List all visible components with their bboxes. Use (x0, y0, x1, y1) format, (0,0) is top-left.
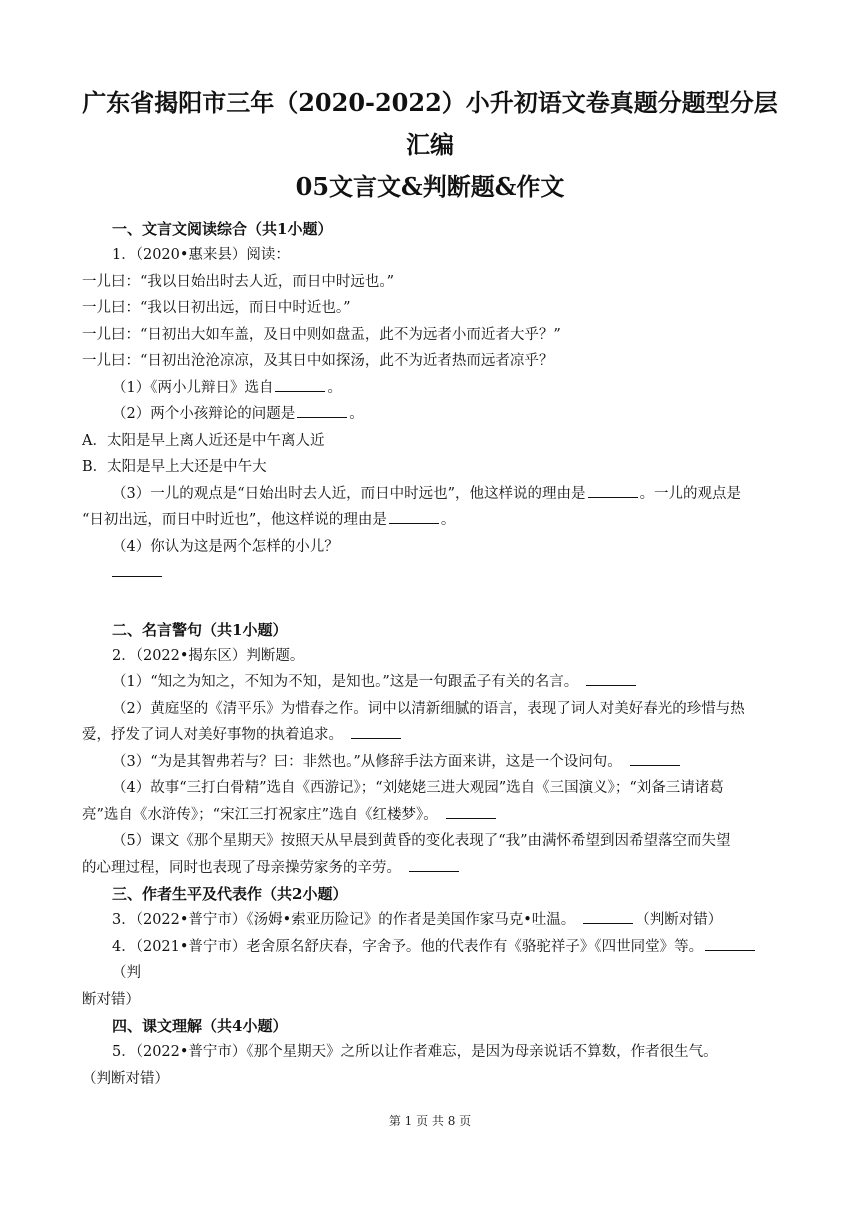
sub-question-2 (82, 401, 778, 428)
question-2-intro: 2．（2022•揭东区）判断题。 (112, 647, 305, 664)
answer-blank[interactable] (588, 482, 638, 498)
judgment-2-line1: （2）黄庭坚的《清平乐》为惜春之作。词中以清新细腻的语言，表现了词人对美好春光的珍惜与热 (112, 700, 745, 717)
passage-line-3: 一儿曰：“日初出大如车盖，及日中则如盘盂，此不为远者小而近者大乎？” (82, 326, 561, 343)
judgment-5-line2 (82, 855, 778, 882)
judgment-4-line1: （4）故事“三打白骨精”选自《西游记》；“刘姥姥三进大观园”选自《三国演义》；“刘备三请诸葛 (112, 780, 724, 796)
answer-blank[interactable] (112, 561, 162, 577)
section-heading-1: 一、文言文阅读综合（共1小题） (112, 220, 333, 238)
section-heading-3: 三、作者生平及代表作（共2小题） (112, 885, 348, 903)
answer-blank[interactable] (705, 935, 755, 951)
question-1-intro: 1．（2020•惠来县）阅读： (112, 247, 290, 263)
sub-question-3-text-2: “日初出远，而日中时近也”，他这样说的理由是 (82, 512, 387, 528)
spacer (82, 587, 778, 617)
question-5-line1: 5．（2022•普宁市）《那个星期天》之所以让作者难忘，是因为母亲说话不算数，作者很生气。 (112, 1044, 718, 1060)
judgment-3-text: （3）“为是其智弗若与？曰：非然也。”从修辞手法方面来讲，这是一个设问句。 (112, 753, 622, 770)
doc-title-line2: 05文言文&判断题&作文 (295, 172, 565, 201)
sub-question-2-text: （2）两个小孩辩论的问题是 (112, 406, 296, 422)
answer-blank[interactable] (630, 750, 680, 766)
section-heading-2: 二、名言警句（共1小题） (112, 620, 288, 639)
question-4-line1 (82, 934, 778, 987)
answer-blank[interactable] (409, 856, 459, 872)
sub-question-3-text: （3）一儿的观点是“日始出时去人近，而日中时远也”，他这样说的理由是 (112, 485, 586, 502)
answer-blank[interactable] (586, 670, 636, 686)
answer-blank[interactable] (446, 803, 496, 819)
answer-blank[interactable] (297, 402, 347, 418)
option-b: B．太阳是早上大还是中午大 (82, 459, 267, 475)
question-3-tail: （判断对错） (635, 912, 723, 928)
passage-line-2: 一儿曰：“我以日初出远，而日中时近也。” (82, 300, 351, 316)
page-footer: 第 1 页 共 8 页 (388, 1114, 472, 1128)
section-heading-4: 四、课文理解（共4小题） (112, 1017, 288, 1035)
answer-line (82, 560, 778, 587)
question-4-line2: 断对错） (82, 991, 140, 1008)
judgment-2-line2 (82, 722, 778, 749)
judgment-1-text: （1）“知之为知之，不知为不知，是知也。”这是一句跟孟子有关的名言。 (112, 674, 579, 690)
question-4-tail: （判 (112, 965, 141, 981)
judgment-1 (82, 669, 778, 696)
judgment-5-line1: （5）课文《那个星期天》按照天从早晨到黄昏的变化表现了“我”由满怀希望到因希望落空而失望 (112, 833, 731, 849)
sub-question-1-text: （1）《两小儿辩日》选自 (112, 379, 274, 396)
punct: 。 (349, 406, 364, 422)
punct: 。 (440, 512, 456, 528)
passage-line-4: 一儿曰：“日初出沧沧凉凉，及其日中如探汤，此不为近者热而远者凉乎？ (82, 353, 554, 369)
question-3 (82, 907, 778, 934)
judgment-4-text: 亮”选自《水浒传》；“宋江三打祝家庄”选自《红楼梦》。 (82, 806, 438, 823)
judgment-5-text: 的心理过程，同时也表现了母亲操劳家务的辛劳。 (82, 859, 401, 876)
sub-question-3-text-cont: 。一儿的观点是 (639, 485, 742, 502)
question-5-line2: （判断对错） (82, 1070, 169, 1087)
option-a: A．太阳是早上离人近还是中午离人近 (82, 432, 325, 449)
sub-question-3-line2 (82, 507, 778, 534)
judgment-2-text: 爱，抒发了词人对美好事物的执着追求。 (82, 727, 343, 743)
answer-blank[interactable] (389, 508, 439, 524)
punct: 。 (327, 379, 342, 396)
passage-line-1: 一儿曰：“我以日始出时去人近，而日中时远也。” (82, 273, 395, 290)
judgment-4-line2 (82, 802, 778, 829)
answer-blank[interactable] (583, 908, 633, 924)
sub-question-4: （4）你认为这是两个怎样的小儿？ (112, 538, 339, 555)
sub-question-3-line1 (82, 481, 778, 508)
sub-question-1 (82, 375, 778, 402)
answer-blank[interactable] (351, 723, 401, 739)
judgment-3 (82, 749, 778, 776)
question-4-text: 4．（2021•普宁市）老舍原名舒庆春，字舍予。他的代表作有《骆驼祥子》《四世同堂》等。 (112, 938, 704, 955)
answer-blank[interactable] (275, 376, 325, 392)
doc-title-line1: 广东省揭阳市三年（2020-2022）小升初语文卷真题分题型分层汇编 (82, 88, 778, 159)
question-3-text: 3．（2022•普宁市）《汤姆•索亚历险记》的作者是美国作家马克•吐温。 (112, 912, 576, 928)
